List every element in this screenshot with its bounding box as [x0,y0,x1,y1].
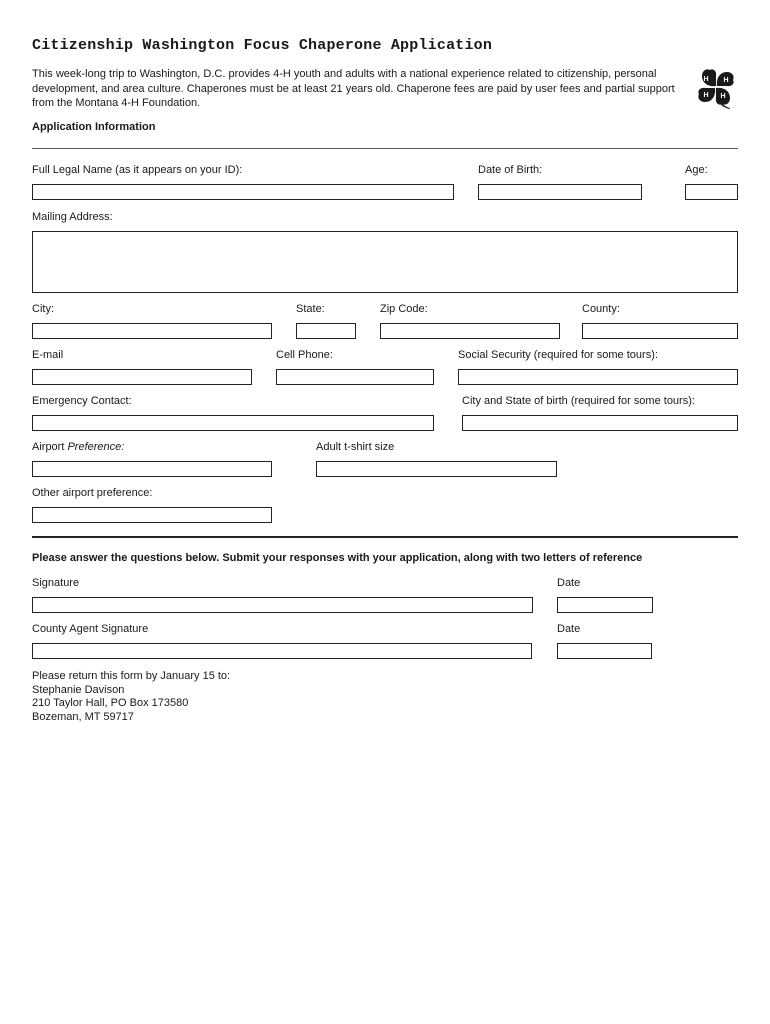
svg-text:H: H [723,77,729,84]
birth-city-state-field[interactable] [462,415,738,431]
county-label: County: [582,303,620,315]
return-city-state-zip: Bozeman, MT 59717 [32,710,134,723]
signature-date-field[interactable] [557,597,653,613]
questions-instructions: Please answer the questions below. Submit your responses with your application, along with two letters of reference [32,552,643,564]
section-divider-thick [32,536,738,538]
form-title: Citizenship Washington Focus Chaperone Application [32,37,493,54]
zip-field[interactable] [380,323,560,339]
emergency-contact-field[interactable] [32,415,434,431]
signature-date-label: Date [557,577,581,589]
four-h-clover-logo-icon [694,65,738,111]
return-address-block [32,670,230,724]
mailing-address-label: Mailing Address: [32,211,113,223]
state-field[interactable] [296,323,356,339]
airport-preference-field[interactable] [32,461,272,477]
full-name-field[interactable] [32,184,454,200]
svg-text:H: H [703,76,709,83]
birth-city-state-label: City and State of birth (required for some tours): [462,395,695,407]
signature-label: Signature [32,577,80,589]
section-application-information: Application Information [32,121,156,133]
age-label: Age: [685,164,708,176]
tshirt-size-field[interactable] [316,461,557,477]
city-label: City: [32,303,54,315]
cell-phone-field[interactable] [276,369,434,385]
intro-paragraph: This week-long trip to Washington, D.C. provides 4-H youth and adults with a national experience related to citizenship, personal development, and area culture. Chaperones must be at least 21 years old. Chaperone fees are paid by user fees and partial support from the Montana 4-H Foundation. [32,68,675,109]
full-name-label: Full Legal Name (as it appears on your ID): [32,164,243,176]
dob-field[interactable] [478,184,642,200]
city-field[interactable] [32,323,272,339]
agent-signature-field[interactable] [32,643,532,659]
return-recipient-name: Stephanie Davison [32,683,125,696]
ssn-label: Social Security (required for some tours): [458,349,658,361]
state-label: State: [296,303,325,315]
dob-label: Date of Birth: [478,164,543,176]
email-field[interactable] [32,369,252,385]
agent-date-label: Date [557,623,581,635]
age-field[interactable] [685,184,738,200]
email-label: E-mail [32,349,64,361]
return-street-address: 210 Taylor Hall, PO Box 173580 [32,697,189,709]
svg-text:H: H [720,93,726,100]
cell-phone-label: Cell Phone: [276,349,333,361]
other-airport-label: Other airport preference: [32,487,153,499]
return-instructions: Please return this form by January 15 to: [32,670,231,682]
agent-signature-label: County Agent Signature [32,623,149,635]
mailing-address-field[interactable] [32,231,738,293]
county-field[interactable] [582,323,738,339]
signature-field[interactable] [32,597,533,613]
ssn-field[interactable] [458,369,738,385]
agent-date-field[interactable] [557,643,652,659]
section-divider [32,148,738,149]
airport-label-italic: Preference: [67,441,125,453]
tshirt-size-label: Adult t-shirt size [316,441,395,453]
airport-label-prefix: Airport [32,441,68,453]
zip-label: Zip Code: [380,303,428,315]
airport-preference-label [32,441,124,453]
svg-text:H: H [703,92,709,99]
emergency-contact-label: Emergency Contact: [32,395,132,407]
other-airport-field[interactable] [32,507,272,523]
